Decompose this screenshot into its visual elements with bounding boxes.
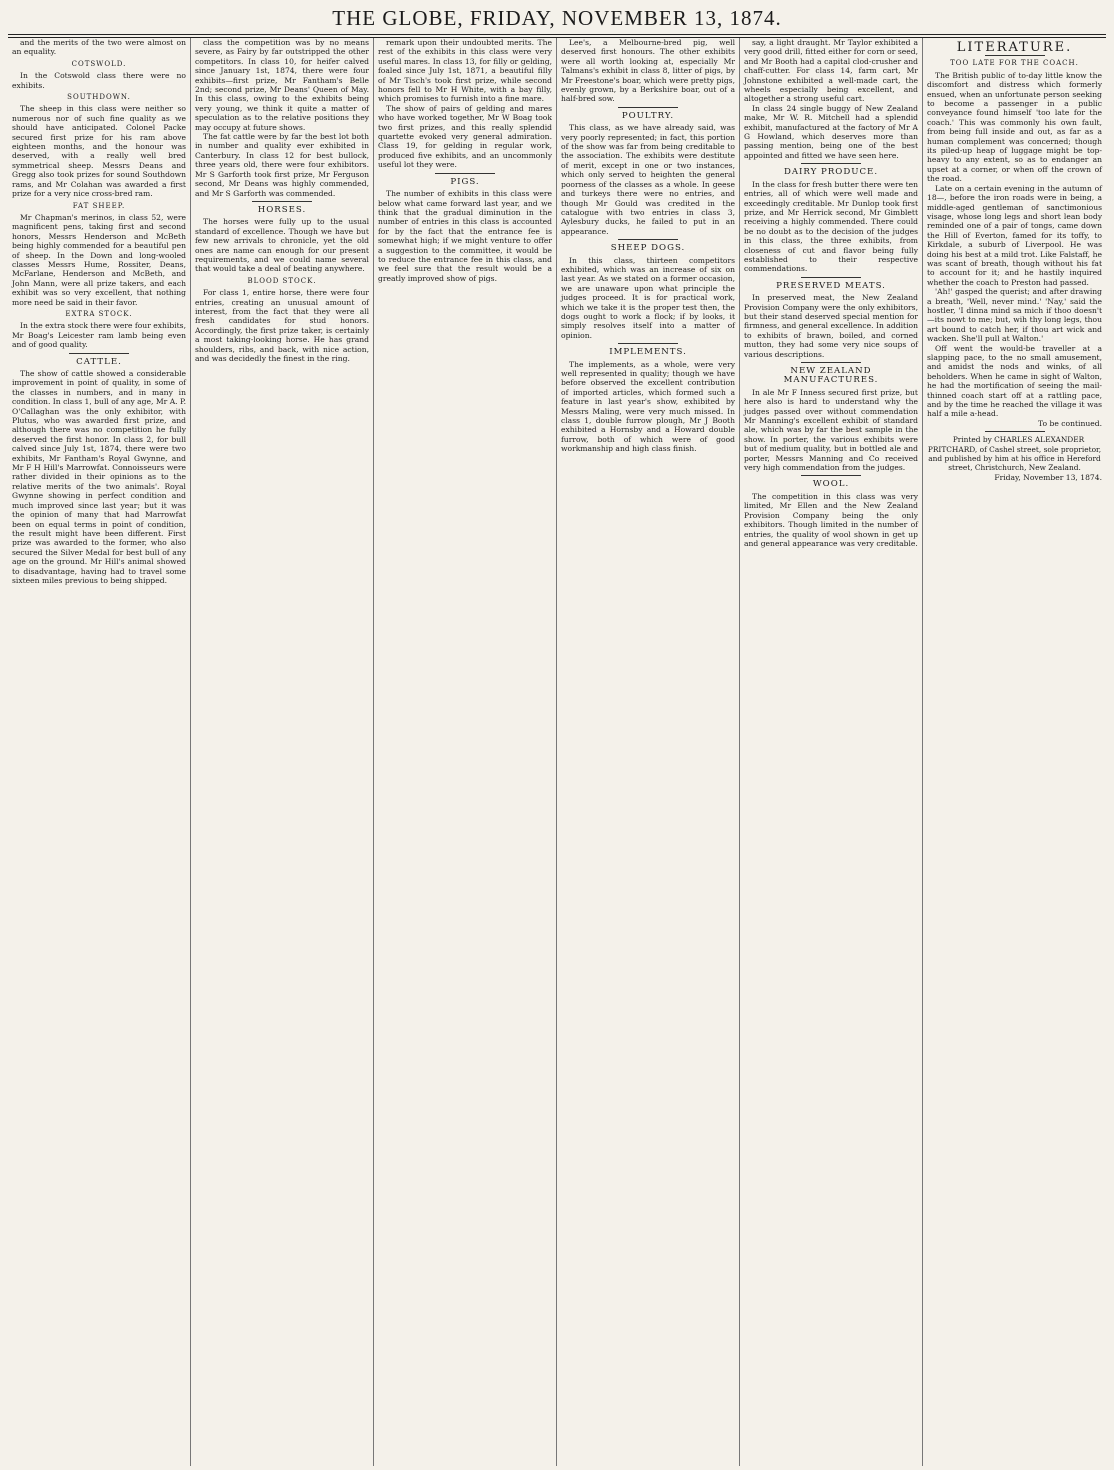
section-heading-dairy: DAIRY PRODUCE. — [783, 167, 879, 178]
section-heading-cattle: CATTLE. — [76, 356, 122, 367]
imprint: Printed by CHARLES ALEXANDER PRITCHARD, of Cashel street, sole proprietor, and published by him at his office in Hereford street, Christchurch, New Zealand. — [927, 435, 1102, 473]
section-heading-sheep-dogs: SHEEP DOGS. — [610, 243, 686, 254]
section-divider — [985, 431, 1045, 432]
imprint-date: Friday, November 13, 1874. — [994, 472, 1102, 482]
subheading-cotswold: COTSWOLD. — [71, 59, 127, 68]
section-divider — [801, 277, 861, 278]
paragraph: say, a light draught. Mr Taylor exhibited a very good drill, fitted either for corn or seed, and Mr Booth had a capital clod-crusher and chaff-cutter. For class 14, farm cart, Mr Johnstone exhibited a well-made cart, the wheels especially being excellent, and altogether a strong useful cart. — [744, 38, 918, 104]
section-heading-pigs: PIGS. — [450, 176, 480, 187]
paragraph: The competition in this class was very limited, Mr Ellen and the New Zealand Provision Company being the only exhibitors. Though limited in the number of entries, the quality of wool shown in get up and general appearance was very creditable. — [744, 491, 918, 548]
paragraph: The implements, as a whole, were very well represented in quality; though we have before observed the excellent contribution of imported articles, which formed such a feature in last year's show, exhibited by Messrs Maling, were very much missed. In class 1, double furrow plough, Mr J Booth exhibited a Hornsby and a Howard double furrow, both of which were of good workmanship and high class finish. — [561, 359, 735, 454]
paragraph: In this class, thirteen competitors exhibited, which was an increase of six on last year. As we stated on a former occasion, we are unaware upon what principle the judges proceed. It is for practical work, which we take it is the proper test then, the dogs ought to work a flock; if by looks, it simply resolves itself into a matter of opinion. — [561, 255, 735, 340]
paragraph: The sheep in this class were neither so numerous nor of such fine quality as we should have anticipated. Colonel Packe secured first prize for his ram above eighteen months, and the honour was deserved, with a really well bred symmetrical sheep. Messrs Deans and Gregg also took prizes for sound Southdown rams, and Mr Colahan was awarded a first prize for a very nice cross-bred ram. — [12, 104, 186, 199]
paragraph: The show of cattle showed a considerable improvement in point of quality, in some of the classes in numbers, and in many in condition. In class 1, bull of any age, Mr A. P. O'Callaghan was the only exhibitor, with Plutus, who was awarded first prize, and although there was no competition he fully deserved the first honor. In class 2, for bull calved since July 1st, 1874, there were two exhibits, Mr Fantham's Royal Gwynne, and Mr F H Hill's Marrowfat. Connoisseurs were rather divided in their opinions as to the relative merits of the two animals'. Royal Gwynne showing in perfect condition and much improved since last year; but it was the opinion of many that had Marrowfat been on equal terms in point of condition, the result might have been different. First prize was awarded to the former, who also secured the Silver Medal for best bull of any age on the ground. Mr Hill's animal showed to disadvantage, having had to travel some sixteen miles previous to being shipped. — [12, 369, 186, 585]
section-divider — [618, 107, 678, 108]
section-divider — [801, 163, 861, 164]
paragraph: The horses were fully up to the usual standard of excellence. Though we have but few new arrivals to chronicle, yet the old ones are name can enough for our present requirements, and we could name several that would take a deal of beating anywhere. — [195, 217, 369, 274]
section-divider — [801, 362, 861, 363]
subheading-blood-stock: BLOOD STOCK. — [247, 276, 317, 285]
paragraph: class the competition was by no means severe, as Fairy by far outstripped the other competitors. In class 10, for heifer calved since January 1st, 1874, there were four exhibits—first prize, Mr Fantham's Belle 2nd; second prize, Mr Deans' Queen of May. In this class, owing to the exhibits being very young, we think it quite a matter of speculation as to the relative positions they may occupy at future shows. — [195, 38, 369, 132]
paragraph: The number of exhibits in this class were below what came forward last year, and we think that the gradual diminution in the number of entries in this class is accounted for by the fact that the entrance fee is somewhat high; if we might venture to offer a suggestion to the committee, it would be to reduce the entrance fee in this class, and we feel sure that the result would be a greatly improved show of pigs. — [378, 189, 552, 283]
paragraph: The British public of to-day little know the discomfort and distress which formerly ensued, when an unfortunate person seeking to become a passenger in a public conveyance found himself 'too late for the coach.' This was commonly his own fault, from being full inside and out, as far as a human complement was concerned; though its piled-up heap of luggage might be top-heavy to any extent, so as to endanger an upset at a corner, or when off the crown of the road. — [927, 70, 1102, 184]
paragraph: In the class for fresh butter there were ten entries, all of which were well made and exceedingly creditable. Mr Dunlop took first prize, and Mr Herrick second, Mr Gimblett receiving a highly commended. There could be no doubt as to the decision of the judges in this class, the three exhibits, from closeness of cut and flavor being fully established to their respective commendations. — [744, 179, 918, 274]
section-divider — [618, 343, 678, 344]
section-heading-poultry: POULTRY. — [621, 110, 675, 121]
paragraph: Late on a certain evening in the autumn of 18—, before the iron roads were in being, a middle-aged gentleman of sanctimonious visage, whose long legs and short lean body reminded one of a pair of tongs, came down the Hill of Everton, famed for its toffy, to Kirkdale, a suburb of Liverpool. He was doing his best at a mild trot. Like Falstaff, he was scant of breath, though without his fat to account for it; and he hastily inquired whether the coach to Preston had passed. — [927, 183, 1102, 287]
paragraph: Lee's, a Melbourne-bred pig, well deserved first honours. The other exhibits were all worth looking at, especially Mr Talmans's exhibit in class 8, litter of pigs, by Mr Freestone's boar, which were pretty pigs, evenly grown, by a Berkshire boar, out of a half-bred sow. — [561, 38, 735, 104]
paragraph: In ale Mr F Inness secured first prize, but here also is hard to understand why the judges passed over without commendation Mr Manning's excellent exhibit of standard ale, which was by far the best sample in the show. In porter, the various exhibits were but of medium quality, but in bottled ale and porter, Messrs Manning and Co received very high commendation from the judges. — [744, 387, 918, 473]
paragraph: 'Ah!' gasped the querist; and after drawing a breath, 'Well, never mind.' 'Nay,' said the hostler, 'I dinna mind sa mich if thoo doesn't—its nowt to me; but, wih thy long legs, thou art bound to catch her, if thou art wick and wacken. She'll pull at Walton.' — [927, 287, 1102, 344]
columns — [8, 38, 1106, 1466]
subheading-extra-stock: EXTRA STOCK. — [65, 309, 133, 318]
section-divider — [801, 475, 861, 476]
section-divider — [69, 353, 129, 354]
paragraph: This class, as we have already said, was very poorly represented; in fact, this portion of the show was far from being creditable to the association. The exhibits were destitute of merit, except in one or two instances, which only served to heighten the general poorness of the classes as a whole. In geese and turkeys there were no entries, and though Mr Gould was credited in the catalogue with two entries in class 3, Aylesbury ducks, he failed to put in an appearance. — [561, 123, 735, 236]
section-divider — [252, 201, 312, 202]
paragraph: and the merits of the two were almost on an equality. — [12, 38, 186, 57]
column-5 — [740, 38, 923, 1466]
section-heading-horses: HORSES. — [257, 204, 307, 215]
paragraph: For class 1, entire horse, there were four entries, creating an unusual amount of interest, from the fact that they were all fresh candidates for stud honors. Accordingly, the first prize taker, is certainly a most taking-looking horse. He has grand shoulders, ribs, and back, with nice action, and was decidedly the finest in the ring. — [195, 288, 369, 363]
paragraph: In class 24 single buggy of New Zealand make, Mr W. R. Mitchell had a splendid exhibit, manufactured at the factory of Mr A G Howland, which deserves more than passing mention, being one of the best appointed and fitted we have seen here. — [744, 103, 918, 160]
subheading-fat-sheep: FAT SHEEP. — [72, 201, 126, 210]
masthead-rule — [8, 34, 1106, 35]
paragraph: In preserved meat, the New Zealand Provision Company were the only exhibitors, but their stand deserved special mention for firmness, and general excellence. In addition to exhibits of brawn, boiled, and corned mutton, they had some very nice soups of various descriptions. — [744, 293, 918, 359]
paragraph: In the Cotswold class there were no exhibits. — [12, 71, 186, 90]
paragraph: The fat cattle were by far the best lot both in number and quality ever exhibited in Canterbury. In class 12 for best bullock, three years old, there were four exhibitors. Mr S Garforth took first prize, Mr Ferguson second, Mr Deans was highly commended, and Mr S Garforth was commended. — [195, 132, 369, 198]
section-heading-implements: IMPLEMENTS. — [609, 347, 687, 358]
section-divider — [618, 239, 678, 240]
paragraph: Mr Chapman's merinos, in class 52, were magnificent pens, taking first and second honors, Messrs Henderson and McBeth being highly commended for a beautiful pen of sheep. In the Down and long-wooled classes Messrs Hume, Rossiter, Deans, McFarlane, Henderson and McBeth, and John Mann, were all prize takers, and each exhibit was so very excellent, that nothing more need be said in their favor. — [12, 212, 186, 307]
section-divider — [985, 55, 1045, 56]
paragraph: In the extra stock there were four exhibits, Mr Boag's Leicester ram lamb being even and of good quality. — [12, 321, 186, 350]
subheading-southdown: SOUTHDOWN. — [67, 93, 131, 102]
to-be-continued: To be continued. — [1038, 418, 1102, 428]
column-6 — [923, 38, 1106, 1466]
section-heading-literature: LITERATURE. — [956, 40, 1073, 55]
section-heading-nz-manufactures: NEW ZEALAND MANUFACTURES. — [783, 366, 879, 386]
section-heading-preserved-meats: PRESERVED MEATS. — [776, 280, 886, 291]
section-divider — [435, 173, 495, 174]
paragraph: Off went the would-be traveller at a slapping pace, to the no small amusement, and amidst the nods and winks, of all beholders. When he came in sight of Walton, he had the mortification of seeing the mail-thinned coach start off at a rattling pace, and by the time he reached the village it was half a mile a-head. — [927, 343, 1102, 419]
column-2 — [191, 38, 374, 1466]
section-heading-wool: WOOL. — [812, 479, 850, 490]
column-1 — [8, 38, 191, 1466]
column-4 — [557, 38, 740, 1466]
column-3 — [374, 38, 557, 1466]
story-title: TOO LATE FOR THE COACH. — [950, 59, 1079, 68]
paragraph: The show of pairs of gelding and mares who have worked together, Mr W Boag took two first prizes, and this really splendid quartette evoked very general admiration. Class 19, for gelding in regular work, produced five exhibits, and an uncommonly useful lot they were. — [378, 103, 552, 170]
masthead: THE GLOBE, FRIDAY, NOVEMBER 13, 1874. — [332, 6, 782, 30]
paragraph: remark upon their undoubted merits. The rest of the exhibits in this class were very useful mares. In class 13, for filly or gelding, foaled since July 1st, 1871, a beautiful filly of Mr Tisch's took first prize, while second honors fell to Mr H White, with a bay filly, which promises to furnish into a fine mare. — [378, 38, 552, 104]
